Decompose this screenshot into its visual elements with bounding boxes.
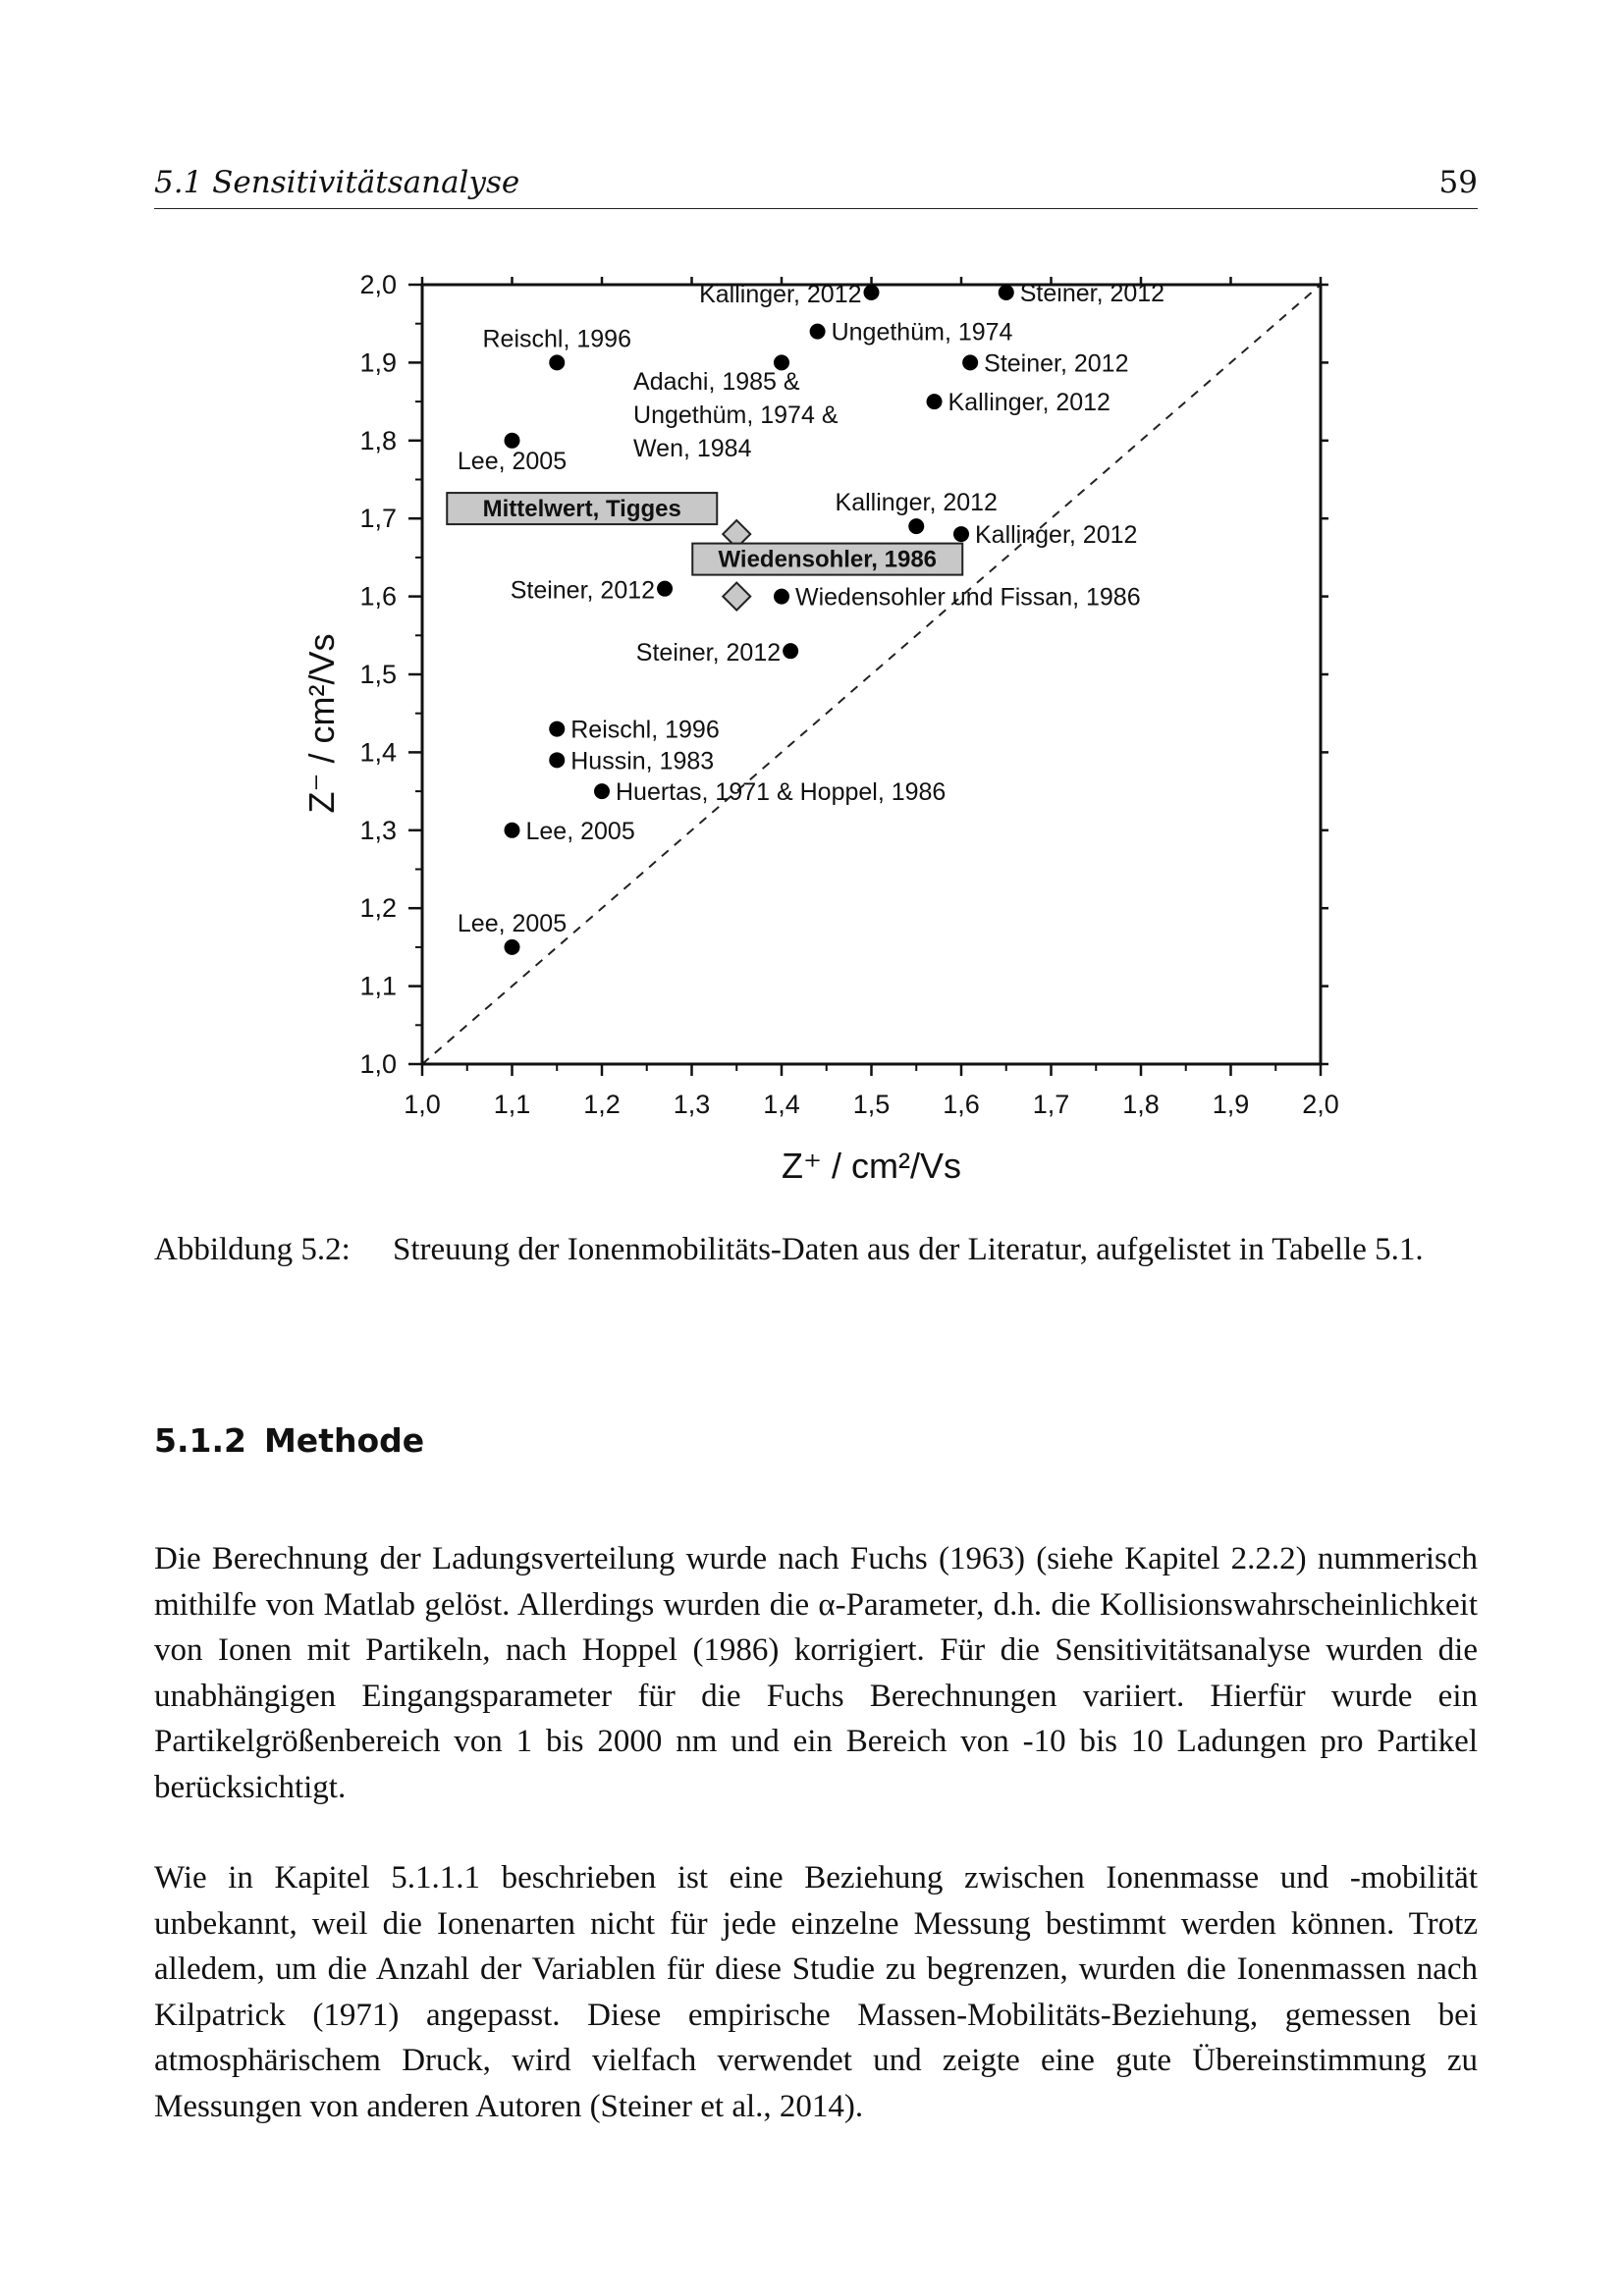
data-label: Lee, 2005	[457, 447, 568, 475]
section-heading	[154, 1421, 424, 1460]
paragraph-2: Wie in Kapitel 5.1.1.1 beschrieben ist eine Beziehung zwischen Ionenmasse und -mobilität unbekannt, weil die Ionenarten nicht für jede einzelne Messung bestimmt werden können. Trotz alledem, um die Anzahl der Variablen für diese Studie zu begrenzen, wurden die Ionenmassen nach Kilpatrick (1971) angepasst. Diese empirische Massen-Mobilitäts-Beziehung, gemessen bei atmosphärischem Druck, wird vielfach verwendet und zeigte eine gute Übereinstimmung zu Messungen von anderen Autoren (Steiner et al., 2014).	[154, 1860, 1478, 2124]
running-header	[154, 157, 1478, 209]
running-header-section: 5.1 Sensitivitätsanalyse	[154, 165, 520, 200]
data-point-diamond	[723, 583, 750, 611]
data-point	[505, 939, 520, 955]
data-label: Huertas, 1971 & Hoppel, 1986	[616, 778, 947, 807]
y-tick-label: 1,9	[359, 347, 397, 378]
y-axis-label: Z⁻ / cm²/Vs	[301, 633, 342, 814]
x-tick-label: 1,1	[493, 1090, 531, 1119]
annotation-line: Ungethüm, 1974 &	[633, 401, 839, 430]
y-tick-label: 1,0	[359, 1049, 397, 1079]
x-tick-label: 1,6	[943, 1090, 980, 1119]
data-point	[505, 823, 520, 838]
data-point	[774, 589, 789, 605]
data-point	[810, 324, 826, 340]
data-label: Steiner, 2012	[635, 639, 782, 667]
annotation-line: Adachi, 1985 &	[633, 368, 800, 397]
data-label: Kallinger, 2012	[947, 389, 1110, 417]
boxed-label: Wiedensohler, 1986	[718, 546, 938, 573]
y-tick-label: 1,4	[359, 737, 397, 768]
data-point	[594, 783, 610, 799]
data-label: Lee, 2005	[457, 909, 568, 937]
x-tick-label: 1,4	[763, 1090, 800, 1119]
data-label: Ungethüm, 1974	[831, 318, 1013, 347]
data-point	[864, 285, 880, 300]
data-label: Wiedensohler und Fissan, 1986	[795, 583, 1141, 612]
y-tick-label: 1,6	[359, 581, 397, 612]
x-tick-label: 1,3	[673, 1090, 711, 1119]
x-tick-label: 1,2	[583, 1090, 621, 1119]
reference-line	[422, 285, 1321, 1064]
y-tick-label: 1,2	[359, 893, 397, 924]
annotation-text	[633, 368, 839, 462]
caption-text: Streuung der Ionenmobilitäts-Daten aus der Literatur, aufgelistet in Tabelle 5.1.	[393, 1232, 1424, 1267]
y-tick-label: 1,8	[359, 425, 397, 455]
y-tick-label: 1,5	[359, 660, 397, 689]
x-axis-label: Z⁺ / cm²/Vs	[782, 1146, 961, 1186]
x-tick-label: 1,9	[1212, 1090, 1250, 1119]
y-tick-label: 2,0	[359, 270, 397, 299]
plot-area	[301, 270, 1339, 1186]
data-label: Lee, 2005	[525, 817, 635, 845]
y-tick-label: 1,1	[359, 971, 397, 1001]
y-tick-label: 1,3	[359, 815, 397, 845]
paragraph-1: Die Berechnung der Ladungsverteilung wurde nach Fuchs (1963) (siehe Kapitel 2.2.2) nummerisch mithilfe von Matlab gelöst. Allerdings wurden die α-Parameter, d.h. die Kollisionswahrscheinlichkeit von Ionen mit Partikeln, nach Hoppel (1986) korrigiert. Für die Sensitivitätsanalyse wurden die unabhängigen Eingangsparameter für die Fuchs Berechnungen variiert. Hierfür wurde ein Partikelgrößenbereich von 1 bis 2000 nm und ein Bereich von -10 bis 10 Ladungen pro Partikel berücksichtigt.	[154, 1541, 1478, 1805]
scatter-chart	[275, 265, 1375, 1207]
data-label: Kallinger, 2012	[835, 489, 998, 517]
x-tick-label: 1,7	[1032, 1090, 1070, 1119]
data-label: Steiner, 2012	[984, 349, 1129, 378]
x-tick-label: 1,0	[404, 1090, 441, 1119]
data-label: Steiner, 2012	[1019, 279, 1165, 307]
data-label: Reischl, 1996	[570, 716, 720, 744]
data-point	[962, 354, 978, 370]
data-point	[783, 643, 798, 659]
data-point	[549, 354, 565, 370]
data-label: Kallinger, 2012	[699, 280, 862, 308]
annotation-line: Wen, 1984	[633, 435, 752, 463]
y-tick-label: 1,7	[359, 504, 397, 534]
section-number: 5.1.2	[154, 1421, 246, 1460]
data-point	[908, 518, 924, 534]
data-label: Hussin, 1983	[570, 747, 715, 775]
x-tick-label: 1,8	[1122, 1090, 1160, 1119]
x-tick-label: 2,0	[1302, 1090, 1339, 1119]
data-point	[999, 285, 1014, 300]
x-tick-label: 1,5	[852, 1090, 891, 1119]
caption-label: Abbildung 5.2:	[154, 1232, 351, 1267]
data-point	[549, 721, 565, 737]
data-point	[927, 394, 943, 409]
data-point	[953, 526, 969, 542]
page-number: 59	[1438, 165, 1478, 200]
data-point	[657, 581, 673, 597]
data-label: Reischl, 1996	[482, 325, 631, 353]
section-title: Methode	[263, 1421, 425, 1460]
data-point	[505, 433, 520, 449]
data-label: Steiner, 2012	[510, 576, 656, 605]
boxed-label: Mittelwert, Tigges	[482, 496, 681, 523]
data-label: Kallinger, 2012	[975, 521, 1138, 550]
data-point	[549, 752, 565, 768]
